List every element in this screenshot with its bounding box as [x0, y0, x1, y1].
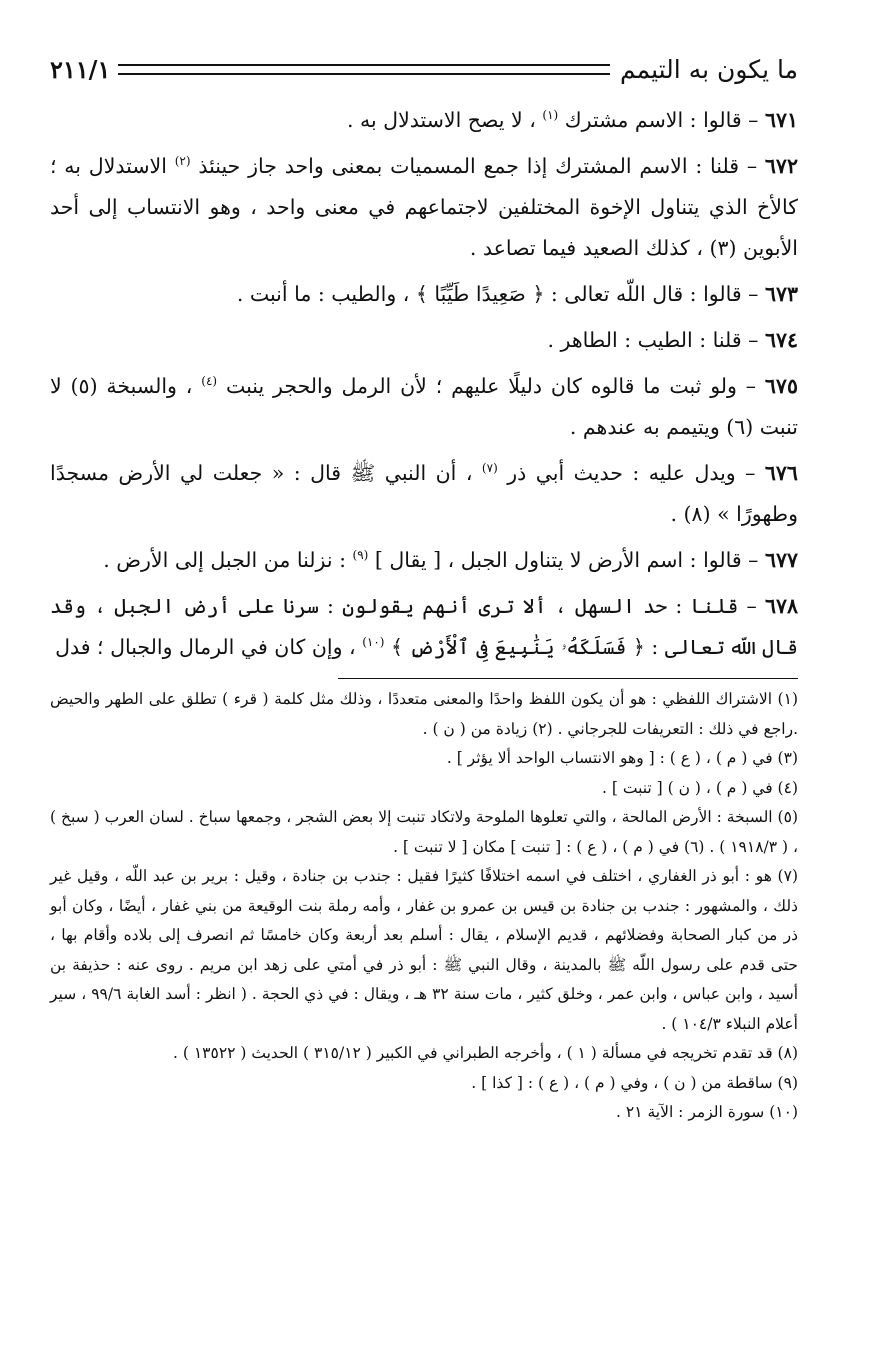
footnote-ref: (٧): [481, 461, 498, 476]
paragraph-text: قالوا : الاسم مشترك: [564, 108, 742, 132]
paragraph-674: ٦٧٤ – قلنا : الطيب : الطاهر .: [547, 328, 798, 352]
footnote-8: (٨) قد تقدم تخريجه في مسألة ( ١ ) ، وأخرجه الطبراني في الكبير ( ٣١٥/١٢ ) الحديث ( ١٣٥٢٢ ) .: [173, 1044, 798, 1062]
paragraph-678: ٦٧٨ – قلنا : حد السهل ، ألا ترى أنهم يقولون : سرنا على أرض الجبل ، وقد قال اللّه تعالى : ﴿ فَسَلَكَهُۥ يَنَٰبِيعَ فِى ٱلْأَرْضِ ﴾ $^{(١٠)}$ ، وإن كان في الرمال والجبال ؛ فدل: [50, 594, 798, 659]
issue-number: ٦٧٤: [764, 328, 798, 352]
footnote-ref: (٢): [174, 154, 191, 169]
footnote-ref: (٩): [352, 548, 369, 563]
footnote-4: (٤) في ( م ) ، ( ن ) [ تنبت ] .: [602, 778, 798, 797]
main-text: [50, 100, 798, 668]
paragraph-tail: ، والسبخة (٥) لا تنبت (٦) ويتيمم به عندهم .: [50, 374, 798, 439]
paragraph-tail: ، أن النبي ﷺ قال : « جعلت لي الأرض مسجدًا وطهورًا » (٨) .: [50, 461, 798, 526]
footnote-3: (٣) في ( م ) ، ( ع ) : [ وهو الانتساب الواحد ألا يؤثر ] .: [446, 749, 798, 767]
issue-number: ٦٧٢: [764, 154, 798, 178]
paragraph-676: ٦٧٦ – ويدل عليه : حديث أبي ذر $^{(٧)}$ ، أن النبي ﷺ قال : « جعلت لي الأرض مسجدًا وطهورًا » (٨) .: [50, 461, 798, 526]
page-header: [50, 44, 798, 94]
paragraph-text: قلنا : الاسم المشترك إذا جمع المسميات بمعنى واحد جاز حينئذ: [198, 154, 740, 178]
footnote-ref: (٤): [201, 374, 218, 389]
footnote-1: (١) الاشتراك اللفظي : هو أن يكون اللفظ واحدًا والمعنى متعددًا ، وذلك مثل كلمة ( قرء ) تطلق على الطهر والحيض .راجع في ذلك : التعريفات للجرجاني . (٢) زيادة من ( ن ) .: [50, 690, 798, 738]
page-number: ٢١١/١: [50, 54, 111, 84]
issue-number: ٦٧٣: [764, 282, 798, 306]
paragraph-text: قالوا : اسم الأرض لا يتناول الجبل ، [ يقال ]: [374, 548, 742, 572]
paragraph-text: ويدل عليه : حديث أبي ذر: [507, 461, 736, 485]
paragraph-text: ولو ثبت ما قالوه كان دليلًا عليهم ؛ لأن الرمل والحجر ينبت: [225, 374, 737, 398]
header-rule: [118, 64, 610, 75]
paragraph-675: ٦٧٥ – ولو ثبت ما قالوه كان دليلًا عليهم ؛ لأن الرمل والحجر ينبت $^{(٤)}$ ، والسبخة (٥) لا تنبت (٦) ويتيمم به عندهم .: [50, 374, 798, 439]
paragraph-tail: الاستدلال به ؛ كالأخ الذي يتناول الإخوة المختلفين لاجتماعهم في معنى واحد ، وهو الانتساب إلى أحد الأبوين (٣) ، كذلك الصعيد فيما تصاعد .: [50, 154, 798, 260]
issue-number: ٦٧١: [764, 108, 798, 132]
paragraph-tail: ، وإن كان في الرمال والجبال ؛ فدل: [55, 635, 356, 659]
paragraph-671: ٦٧١ – قالوا : الاسم مشترك $^{(١)}$ ، لا يصح الاستدلال به .: [346, 108, 798, 132]
footnote-ref: (١): [542, 108, 559, 123]
footnote-divider: [338, 678, 798, 679]
issue-number: ٦٧٦: [764, 461, 798, 485]
paragraph-text: قالوا : قال اللّه تعالى : ﴿ صَعِيدًا طَيِّبًا ﴾ ، والطيب : ما أنبت .: [236, 282, 742, 306]
book-page: [50, 44, 798, 1128]
footnote-5: (٥) السبخة : الأرض المالحة ، والتي تعلوها الملوحة ولاتكاد تنبت إلا بعض الشجر ، وجمعها سباخ . لسان العرب ( سبخ ) ، ( ١٩١٨/٣ ) . (٦) في ( م ) ، ( ع ) : [ تنبت ] مكان [ لا تنبت ] .: [50, 808, 798, 856]
issue-number: ٦٧٧: [764, 548, 798, 572]
running-title: ما يكون به التيمم: [620, 54, 798, 84]
footnote-7: (٧) هو : أبو ذر الغفاري ، اختلف في اسمه اختلافًا كثيرًا فقيل : جندب بن جنادة ، وقيل : برير بن عبد اللّه ، وقيل غير ذلك ، والمشهور : جندب بن جنادة بن قيس بن عمرو بن غفار ، وأمه رملة بنت الوقيعة من بني غفار ، أيضًا ، وكان أبو ذر من كبار الصحابة وفضلائهم ، قديم الإسلام ، يقال : أسلم بعد أربعة وكان خامسًا ثم انصرف إلى بلاده وأقام بها ، حتى قدم على رسول اللّه ﷺ بالمدينة ، وقال النبي ﷺ : أبو ذر في أمتي على زهد ابن مريم . روى عنه : حذيفة بن أسيد ، وابن عباس ، وابن عمر ، وخلق كثير ، مات سنة ٣٢ هـ ، ويقال : في ذي الحجة . ( انظر : أسد الغابة ٩٩/٦ ، سير أعلام النبلاء ١٠٤/٣ ) .: [50, 867, 799, 1033]
paragraph-tail: ، لا يصح الاستدلال به .: [346, 108, 536, 132]
paragraph-673: ٦٧٣ – قالوا : قال اللّه تعالى : ﴿ صَعِيدًا طَيِّبًا ﴾ ، والطيب : ما أنبت .: [236, 282, 798, 306]
footnote-ref: (١٠): [362, 635, 385, 650]
paragraph-677: ٦٧٧ – قالوا : اسم الأرض لا يتناول الجبل ، [ يقال ] $^{(٩)}$ : نزلنا من الجبل إلى الأرض .: [103, 548, 798, 572]
paragraph-text: قلنا : الطيب : الطاهر .: [547, 328, 742, 352]
paragraph-tail: : نزلنا من الجبل إلى الأرض .: [103, 548, 346, 572]
paragraph-text: قلنا : حد السهل ، ألا ترى أنهم يقولون : سرنا على أرض الجبل ، وقد قال اللّه تعالى : ﴿ فَسَلَكَهُۥ يَنَٰبِيعَ فِى ٱلْأَرْضِ ﴾: [50, 594, 798, 659]
paragraph-672: ٦٧٢ – قلنا : الاسم المشترك إذا جمع المسميات بمعنى واحد جاز حينئذ $^{(٢)}$ الاستدلال به ؛ كالأخ الذي يتناول الإخوة المختلفين لاجتماعهم في معنى واحد ، وهو الانتساب إلى أحد الأبوين (٣) ، كذلك الصعيد فيما تصاعد .: [50, 154, 798, 260]
footnote-10: (١٠) سورة الزمر : الآية ٢١ .: [616, 1103, 798, 1121]
issue-number: ٦٧٨: [764, 594, 798, 618]
footnote-9: (٩) ساقطة من ( ن ) ، وفي ( م ) ، ( ع ) : [ كذا ] .: [471, 1073, 798, 1092]
footnotes: [50, 685, 798, 1128]
issue-number: ٦٧٥: [764, 374, 798, 398]
